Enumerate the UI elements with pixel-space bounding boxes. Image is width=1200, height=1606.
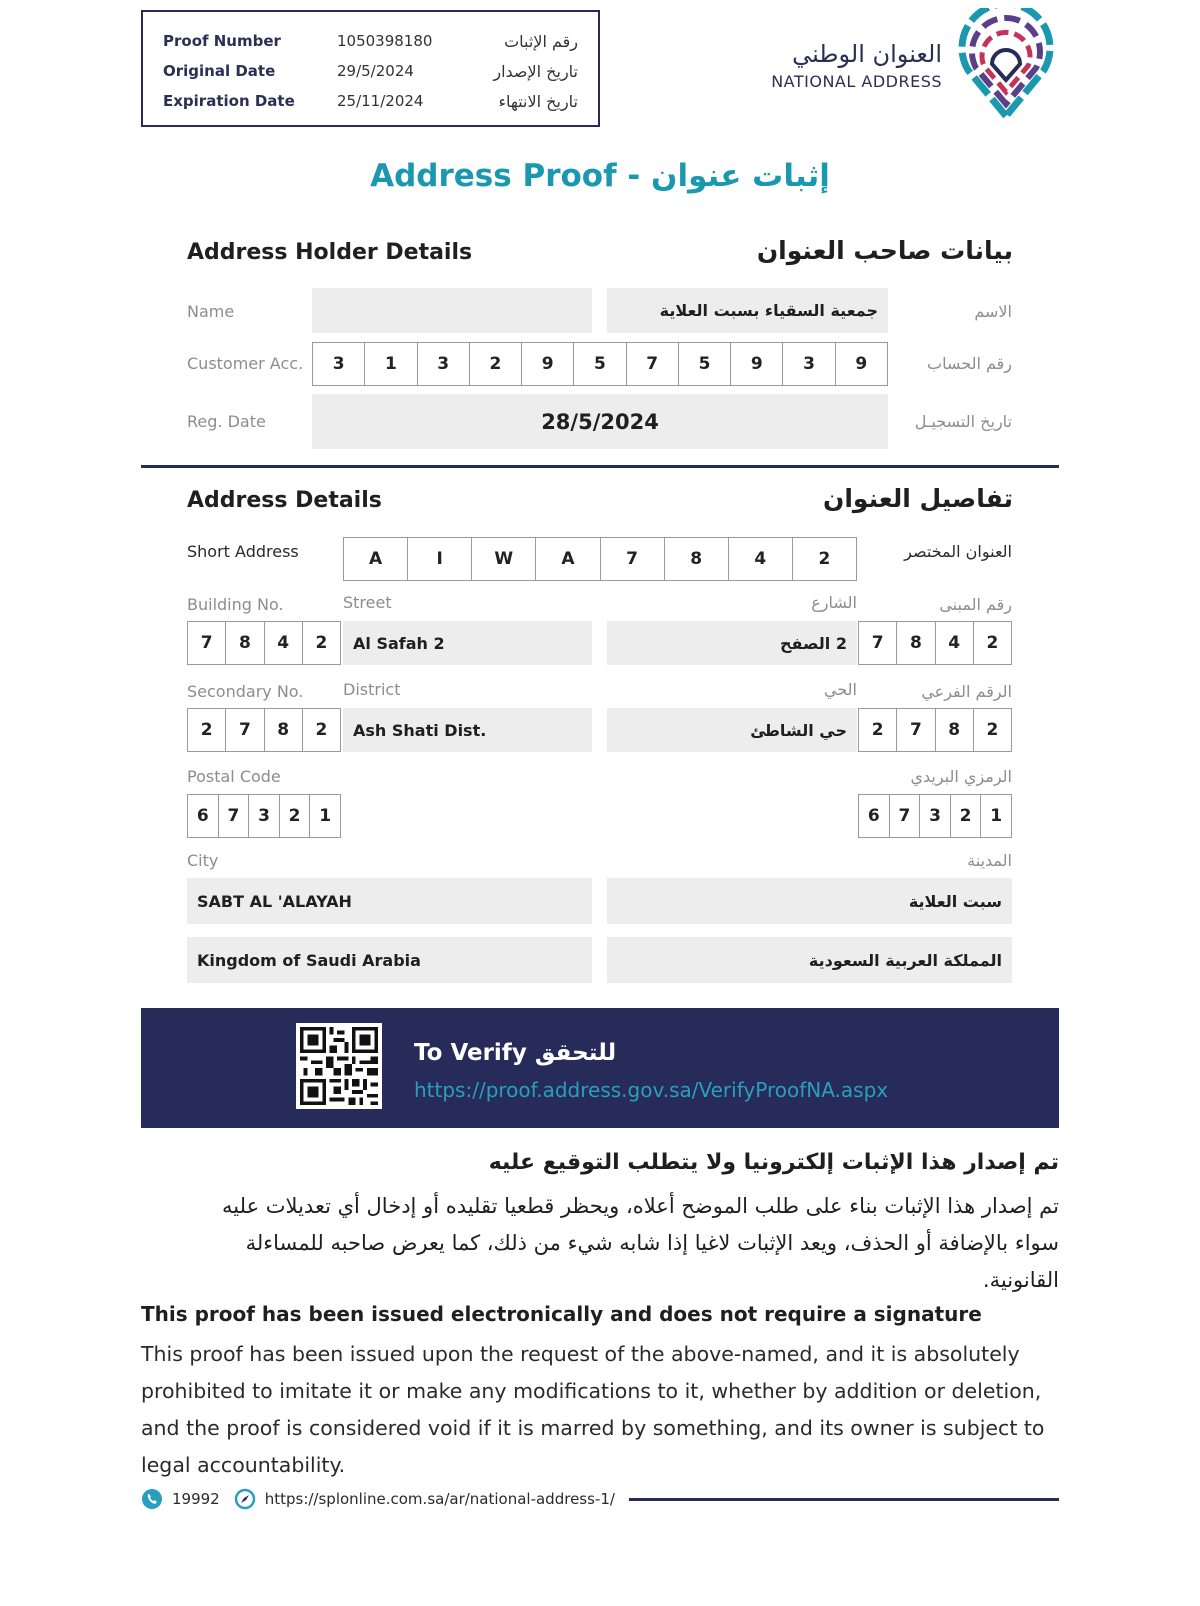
expiration-date-value: 25/11/2024	[337, 92, 424, 110]
holder-section-heading	[187, 236, 1013, 272]
short-address-label: Short Address	[187, 542, 299, 561]
secondary-digit: 7	[226, 709, 264, 751]
short-address-char: I	[408, 538, 472, 580]
secondary-number-cells-en	[187, 708, 341, 752]
secondary-digit: 8	[936, 709, 974, 751]
reg-date-value: 28/5/2024	[541, 409, 659, 434]
secondary-label-ar: الرقم الفرعي	[921, 682, 1012, 701]
secondary-digit: 2	[188, 709, 226, 751]
street-label-ar: الشارع	[811, 593, 857, 612]
account-label: Customer Acc.	[187, 354, 304, 373]
short-address-char: A	[344, 538, 408, 580]
account-digit: 3	[418, 343, 470, 385]
postal-code-cells-en	[187, 794, 341, 838]
notice-body-en: This proof has been issued upon the request of the above-named, and it is absolutely prohibited to imitate it or make any modifications to it, whether by addition or deletion, and the proof is considered void if it is marred by something, and its owner is subject to legal accountability.	[141, 1342, 1045, 1477]
street-field-en	[343, 621, 592, 665]
proof-number-row	[163, 26, 578, 56]
phone-number[interactable]: 19992	[172, 1490, 220, 1508]
country-value-ar: المملكة العربية السعودية	[808, 950, 1002, 970]
reg-date-label-ar: تاريخ التسجيـل	[914, 412, 1012, 431]
building-digit: 2	[315, 633, 328, 653]
building-digit: 2	[986, 633, 999, 653]
secondary-label: Secondary No.	[187, 682, 304, 701]
building-digit: 8	[226, 622, 264, 664]
city-label-ar: المدينة	[967, 851, 1012, 870]
account-label-ar: رقم الحساب	[927, 354, 1012, 373]
city-value-ar: سبت العلاية	[908, 891, 1002, 911]
account-digit: 1	[365, 343, 417, 385]
building-digit: 4	[936, 622, 974, 664]
name-field-ar	[607, 288, 888, 333]
notice-heading-en: This proof has been issued electronically and does not require a signature	[141, 1302, 982, 1326]
proof-number-value: 1050398180	[337, 32, 433, 50]
district-field-en	[343, 708, 592, 752]
short-address-cells	[343, 537, 857, 581]
footer	[141, 1484, 1059, 1514]
street-value-ar: 2 الصفح	[779, 633, 847, 653]
country-field-ar	[607, 937, 1012, 983]
account-digit: 2	[470, 343, 522, 385]
original-date-value: 29/5/2024	[337, 62, 414, 80]
short-address-label-ar: العنوان المختصر	[904, 542, 1012, 561]
city-field-en	[187, 878, 592, 924]
secondary-digit: 7	[897, 709, 935, 751]
verify-link[interactable]: https://proof.address.gov.sa/VerifyProofNA.aspx	[414, 1078, 889, 1102]
account-digit: 9	[855, 354, 868, 374]
city-value-en: SABT AL 'ALAYAH	[197, 891, 352, 911]
street-field-ar	[607, 621, 857, 665]
qr-code-icon[interactable]	[296, 1023, 382, 1109]
short-address-char: W	[472, 538, 536, 580]
street-label: Street	[343, 593, 392, 612]
building-label: Building No.	[187, 595, 284, 614]
postal-digit: 2	[951, 795, 982, 837]
secondary-digit: 2	[986, 720, 999, 740]
proof-number-label: Proof Number	[163, 32, 281, 50]
district-value-ar: حي الشاطئ	[750, 720, 847, 740]
account-digit: 5	[574, 343, 626, 385]
postal-digit: 7	[890, 795, 921, 837]
notice-body-ar: تم إصدار هذا الإثبات بناء على طلب الموضح أعلاه، ويحظر قطعيا تقليده أو إدخال أي تعديلات عليه سواء بالإضافة أو الحذف، ويعد الإثبات لاغيا إذا شابه شيء من ذلك، كما يعرض صاحبه للمساءلة القانونية.	[222, 1194, 1059, 1292]
district-label: District	[343, 680, 401, 699]
address-heading-en: Address Details	[187, 488, 382, 513]
name-label-ar: الاسم	[974, 302, 1012, 321]
short-address-char: 8	[665, 538, 729, 580]
building-number-cells-en	[187, 621, 341, 665]
account-digit: 9	[731, 343, 783, 385]
address-heading-ar: تفاصيل العنوان	[822, 484, 1013, 513]
city-label: City	[187, 851, 219, 870]
secondary-digit: 8	[265, 709, 303, 751]
building-digit: 8	[897, 622, 935, 664]
account-digit: 3	[313, 343, 365, 385]
postal-digit: 3	[249, 795, 280, 837]
account-number-cells	[312, 342, 888, 386]
verify-banner	[141, 1008, 1059, 1128]
secondary-digit: 2	[859, 709, 897, 751]
original-date-label-ar: تاريخ الإصدار	[493, 61, 578, 81]
short-address-char: 2	[818, 549, 831, 569]
name-value-ar: جمعية السقياء بسبت العلاية	[659, 301, 878, 320]
city-field-ar	[607, 878, 1012, 924]
building-number-cells-ar	[858, 621, 1012, 665]
short-address-char: 7	[601, 538, 665, 580]
reg-date-field	[312, 394, 888, 449]
logo-text-en: NATIONAL ADDRESS	[771, 72, 942, 91]
address-section-heading	[187, 484, 1013, 520]
postal-digit: 2	[280, 795, 311, 837]
original-date-label: Original Date	[163, 62, 276, 80]
expiration-date-row	[163, 86, 578, 116]
compass-icon	[234, 1488, 256, 1510]
holder-heading-ar: بيانات صاحب العنوان	[756, 236, 1013, 265]
building-label-ar: رقم المبنى	[939, 595, 1012, 614]
name-field-en	[312, 288, 592, 333]
proof-number-label-ar: رقم الإثبات	[504, 31, 578, 51]
section-divider	[141, 465, 1059, 468]
proof-info-box	[141, 10, 600, 127]
postal-digit: 6	[188, 795, 219, 837]
postal-digit: 1	[990, 806, 1003, 826]
district-field-ar	[607, 708, 857, 752]
phone-icon	[141, 1488, 163, 1510]
secondary-digit: 2	[315, 720, 328, 740]
reg-date-label: Reg. Date	[187, 412, 266, 431]
postal-digit: 7	[219, 795, 250, 837]
footer-rule	[629, 1498, 1059, 1501]
page-title: Address Proof - إثبات عنوان	[370, 158, 830, 194]
account-digit: 7	[627, 343, 679, 385]
building-digit: 7	[859, 622, 897, 664]
building-digit: 4	[265, 622, 303, 664]
short-address-char: 4	[729, 538, 793, 580]
country-field-en	[187, 937, 592, 983]
account-digit: 9	[522, 343, 574, 385]
secondary-number-cells-ar	[858, 708, 1012, 752]
postal-digit: 1	[319, 806, 332, 826]
expiration-date-label-ar: تاريخ الانتهاء	[498, 91, 578, 111]
expiration-date-label: Expiration Date	[163, 92, 295, 110]
name-label: Name	[187, 302, 235, 321]
building-digit: 7	[188, 622, 226, 664]
postal-code-cells-ar	[858, 794, 1012, 838]
short-address-char: A	[536, 538, 600, 580]
original-date-row	[163, 56, 578, 86]
district-label-ar: الحي	[824, 680, 857, 699]
logo-text-ar: العنوان الوطني	[792, 40, 942, 68]
district-value-en: Ash Shati Dist.	[353, 720, 487, 740]
postal-code-label-ar: الرمزي البريدي	[910, 767, 1012, 786]
footer-website-link[interactable]: https://splonline.com.sa/ar/national-address-1/	[264, 1490, 615, 1508]
postal-code-label: Postal Code	[187, 767, 281, 786]
verify-title: To Verify للتحقق	[414, 1040, 617, 1066]
account-digit: 3	[783, 343, 835, 385]
location-pin-logo-icon	[952, 8, 1060, 120]
country-value-en: Kingdom of Saudi Arabia	[197, 950, 421, 970]
holder-heading-en: Address Holder Details	[187, 240, 473, 265]
notice-heading-ar: تم إصدار هذا الإثبات إلكترونيا ولا يتطلب التوقيع عليه	[488, 1150, 1059, 1175]
postal-digit: 3	[920, 795, 951, 837]
account-digit: 5	[679, 343, 731, 385]
street-value-en: Al Safah 2	[353, 633, 445, 653]
national-address-logo	[752, 6, 1062, 121]
postal-digit: 6	[859, 795, 890, 837]
